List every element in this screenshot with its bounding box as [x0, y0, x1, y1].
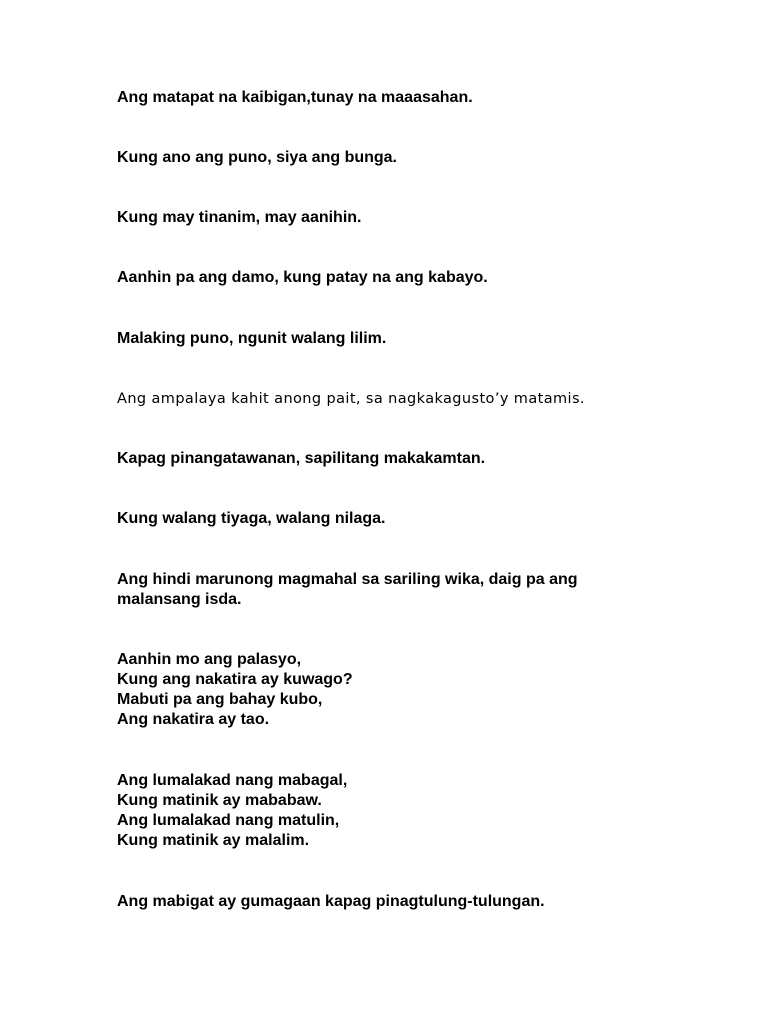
proverb-12 [117, 892, 677, 912]
proverb-line: Malaking puno, ngunit walang lilim. [117, 330, 387, 347]
proverb-line: Ang hindi marunong magmahal sa sariling wika, daig pa ang [117, 571, 578, 588]
proverb-line: malansang isda. [117, 591, 242, 608]
proverb-7 [117, 449, 677, 469]
proverb-line: Ang lumalakad nang matulin, [117, 812, 340, 829]
proverb-9 [117, 570, 677, 610]
proverb-8 [117, 509, 677, 529]
proverb-3 [117, 208, 677, 228]
proverb-line: Ang matapat na kaibigan,tunay na maaasahan. [117, 89, 473, 106]
proverb-4 [117, 268, 677, 288]
proverb-line: Kung matinik ay mababaw. [117, 792, 322, 809]
proverb-6 [117, 389, 677, 409]
proverb-line: Kung ano ang puno, siya ang bunga. [117, 149, 397, 166]
proverb-10 [117, 650, 677, 730]
proverb-1 [117, 88, 677, 108]
proverb-line: Kung walang tiyaga, walang nilaga. [117, 510, 386, 527]
proverb-2 [117, 148, 677, 168]
proverb-line: Kapag pinangatawanan, sapilitang makakamtan. [117, 450, 486, 467]
proverb-line: Kung may tinanim, may aanihin. [117, 209, 362, 226]
proverb-line: Ang mabigat ay gumagaan kapag pinagtulung-tulungan. [117, 893, 545, 910]
proverb-line: Kung matinik ay malalim. [117, 832, 310, 849]
proverb-5 [117, 329, 677, 349]
proverb-line: Ang ampalaya kahit anong pait, sa nagkakagusto’y matamis. [117, 391, 585, 407]
proverb-line: Ang lumalakad nang mabagal, [117, 772, 348, 789]
proverb-line: Aanhin pa ang damo, kung patay na ang kabayo. [117, 269, 488, 286]
proverb-11 [117, 771, 677, 851]
proverb-line: Kung ang nakatira ay kuwago? [117, 671, 353, 688]
proverb-line: Ang nakatira ay tao. [117, 711, 270, 728]
proverb-line: Aanhin mo ang palasyo, [117, 651, 302, 668]
proverb-line: Mabuti pa ang bahay kubo, [117, 691, 323, 708]
